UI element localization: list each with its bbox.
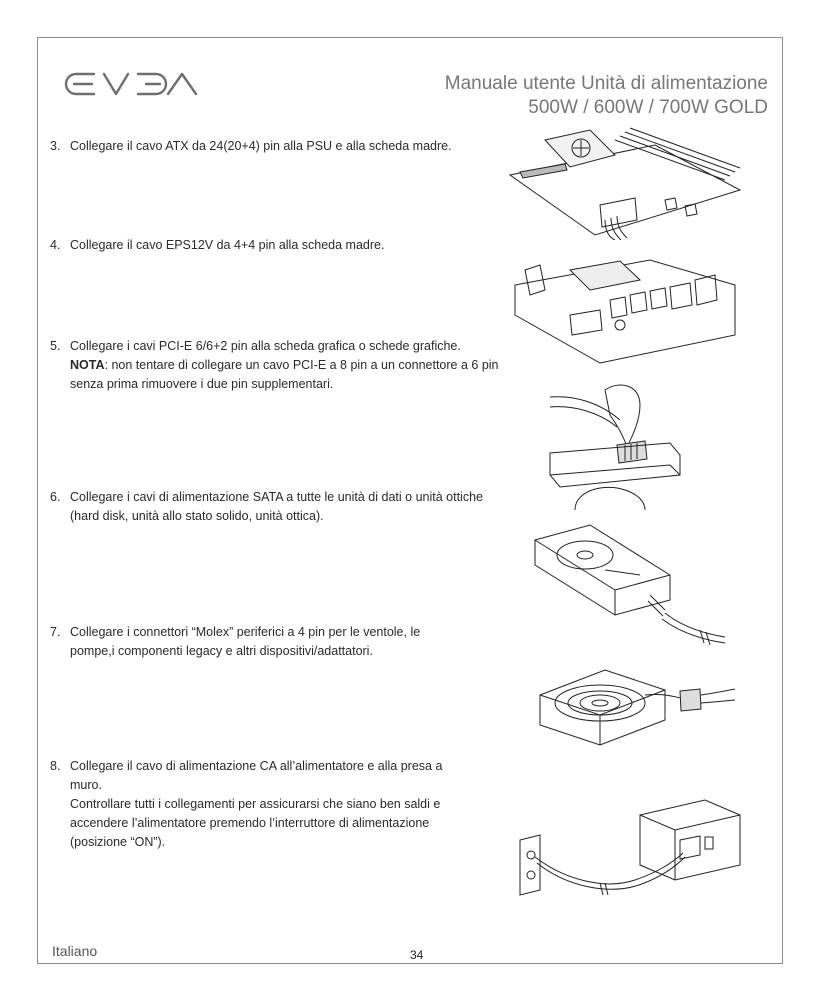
motherboard-eps-icon bbox=[510, 255, 740, 365]
note-text: : non tentare di collegare un cavo PCI-E a 8 pin a un connettore a 6 pin senza prima rimuovere i due pin supplementari. bbox=[70, 358, 499, 391]
step-text: Collegare i connettori “Molex” periferici a 4 pin per le ventole, le pompe,i componenti legacy e altri dispositivi/adattatori. bbox=[70, 625, 421, 658]
motherboard-atx-icon bbox=[505, 120, 745, 240]
step-number: 5. bbox=[50, 339, 61, 353]
hard-disk-icon bbox=[530, 515, 730, 655]
psu-wall-outlet-icon bbox=[505, 795, 745, 905]
step-text: Collegare i cavi di alimentazione SATA a tutte le unità di dati o unità ottiche (hard disk, unità allo stato solido, unità ottica). bbox=[70, 490, 483, 523]
step-7 bbox=[50, 623, 460, 661]
step-number: 8. bbox=[50, 759, 61, 773]
step-4 bbox=[50, 236, 510, 255]
step-3 bbox=[50, 137, 510, 156]
step-6 bbox=[50, 488, 490, 526]
step-main-text: Collegare i cavi PCI-E 6/6+2 pin alla scheda grafica o schede grafiche. bbox=[70, 339, 461, 353]
step-text bbox=[70, 337, 502, 394]
step-text: Collegare il cavo ATX da 24(20+4) pin alla PSU e alla scheda madre. bbox=[70, 139, 452, 153]
step-5 bbox=[50, 337, 502, 394]
evga-logo-mark bbox=[64, 70, 206, 100]
motherboard-atx-illustration bbox=[505, 120, 745, 245]
step-number: 3. bbox=[50, 139, 61, 153]
fan-illustration bbox=[535, 655, 735, 770]
step-text-line-2: Controllare tutti i collegamenti per assicurarsi che siano ben saldi e accendere l’alimentatore premendo l’interruttore di alimentazione (posizione “ON”). bbox=[70, 797, 441, 849]
footer-language: Italiano bbox=[52, 943, 98, 959]
note-label: NOTA bbox=[70, 358, 105, 372]
fan-icon bbox=[535, 655, 735, 765]
title-line-1: Manuale utente Unità di alimentazione bbox=[444, 73, 768, 94]
motherboard-eps-illustration bbox=[510, 255, 740, 370]
title-line-2: 500W / 600W / 700W GOLD bbox=[528, 97, 768, 118]
pcie-connector-icon bbox=[545, 375, 685, 510]
page-number: 34 bbox=[410, 948, 424, 962]
step-number: 6. bbox=[50, 490, 61, 504]
step-text bbox=[70, 757, 450, 852]
step-text-line-1: Collegare il cavo di alimentazione CA all’alimentatore e alla presa a muro. bbox=[70, 759, 443, 792]
pcie-illustration bbox=[545, 375, 685, 515]
psu-outlet-illustration bbox=[505, 795, 745, 910]
step-number: 4. bbox=[50, 238, 61, 252]
step-8 bbox=[50, 757, 450, 852]
hdd-illustration bbox=[530, 515, 730, 660]
step-number: 7. bbox=[50, 625, 61, 639]
manual-title bbox=[445, 72, 768, 120]
step-text: Collegare il cavo EPS12V da 4+4 pin alla scheda madre. bbox=[70, 238, 385, 252]
evga-logo bbox=[64, 70, 206, 105]
